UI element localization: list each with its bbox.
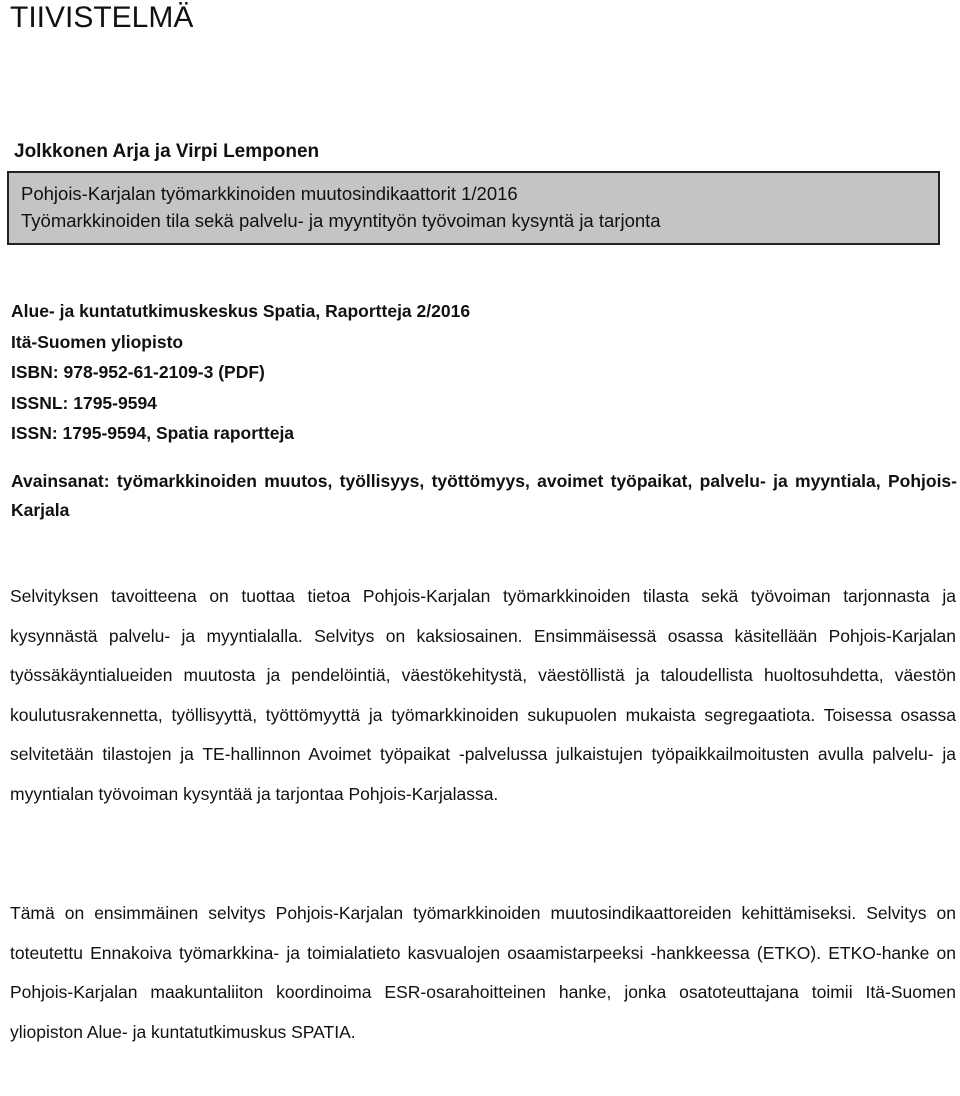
abstract-paragraph-2: Tämä on ensimmäinen selvitys Pohjois-Karjalan työmarkkinoiden muutosindikaattoreiden kehittämiseksi. Selvitys on toteutettu Ennakoiva työmarkkina- ja toimialatieto kasvualojen osaamistarpeeksi -hankkeessa (ETKO). ETKO-hanke on Pohjois-Karjalan maakuntaliiton koordinoima ESR-osarahoitteinen hanke, jonka osatoteuttajana toimii Itä-Suomen yliopiston Alue- ja kuntatutkimuskus SPATIA. — [10, 903, 956, 1042]
publication-isbn: ISBN: 978-952-61-2109-3 (PDF) — [11, 362, 265, 383]
report-title-line-2: Työmarkkinoiden tila sekä palvelu- ja myyntityön työvoiman kysyntä ja tarjonta — [21, 210, 661, 231]
keywords: Avainsanat: työmarkkinoiden muutos, työllisyys, työttömyys, avoimet työpaikat, palvelu- ja myyntiala, Pohjois-Karjala — [11, 471, 957, 520]
publication-series: Alue- ja kuntatutkimuskeskus Spatia, Raportteja 2/2016 — [11, 301, 471, 321]
report-title-line-1: Pohjois-Karjalan työmarkkinoiden muutosindikaattorit 1/2016 — [21, 183, 518, 204]
report-title-box — [7, 171, 940, 245]
abstract-paragraph-1: Selvityksen tavoitteena on tuottaa tietoa Pohjois-Karjalan työmarkkinoiden tilasta sekä työvoiman tarjonnasta ja kysynnästä palvelu- ja myyntialalla. Selvitys on kaksiosainen. Ensimmäisessä osassa käsitellään Pohjois-Karjalan työssäkäyntialueiden muutosta ja pendelöintiä, väestökehitystä, väestöllistä ja taloudellista huoltosuhdetta, väestön koulutusrakennetta, työllisyyttä, työttömyyttä ja työmarkkinoiden sukupuolen mukaista segregaatiota. Toisessa osassa selvitetään tilastojen ja TE-hallinnon Avoimet työpaikat -palvelussa julkaistujen työpaikkailmoitusten avulla palvelu- ja myyntialan työvoiman kysyntää ja tarjontaa Pohjois-Karjalassa. — [10, 586, 956, 804]
publication-issnl: ISSNL: 1795-9594 — [11, 392, 157, 413]
publication-issn: ISSN: 1795-9594, Spatia raportteja — [11, 423, 295, 444]
authors: Jolkkonen Arja ja Virpi Lemponen — [14, 141, 320, 162]
page-title: TIIVISTELMÄ — [10, 1, 194, 34]
publication-university: Itä-Suomen yliopisto — [11, 331, 184, 352]
publication-info — [11, 296, 470, 449]
